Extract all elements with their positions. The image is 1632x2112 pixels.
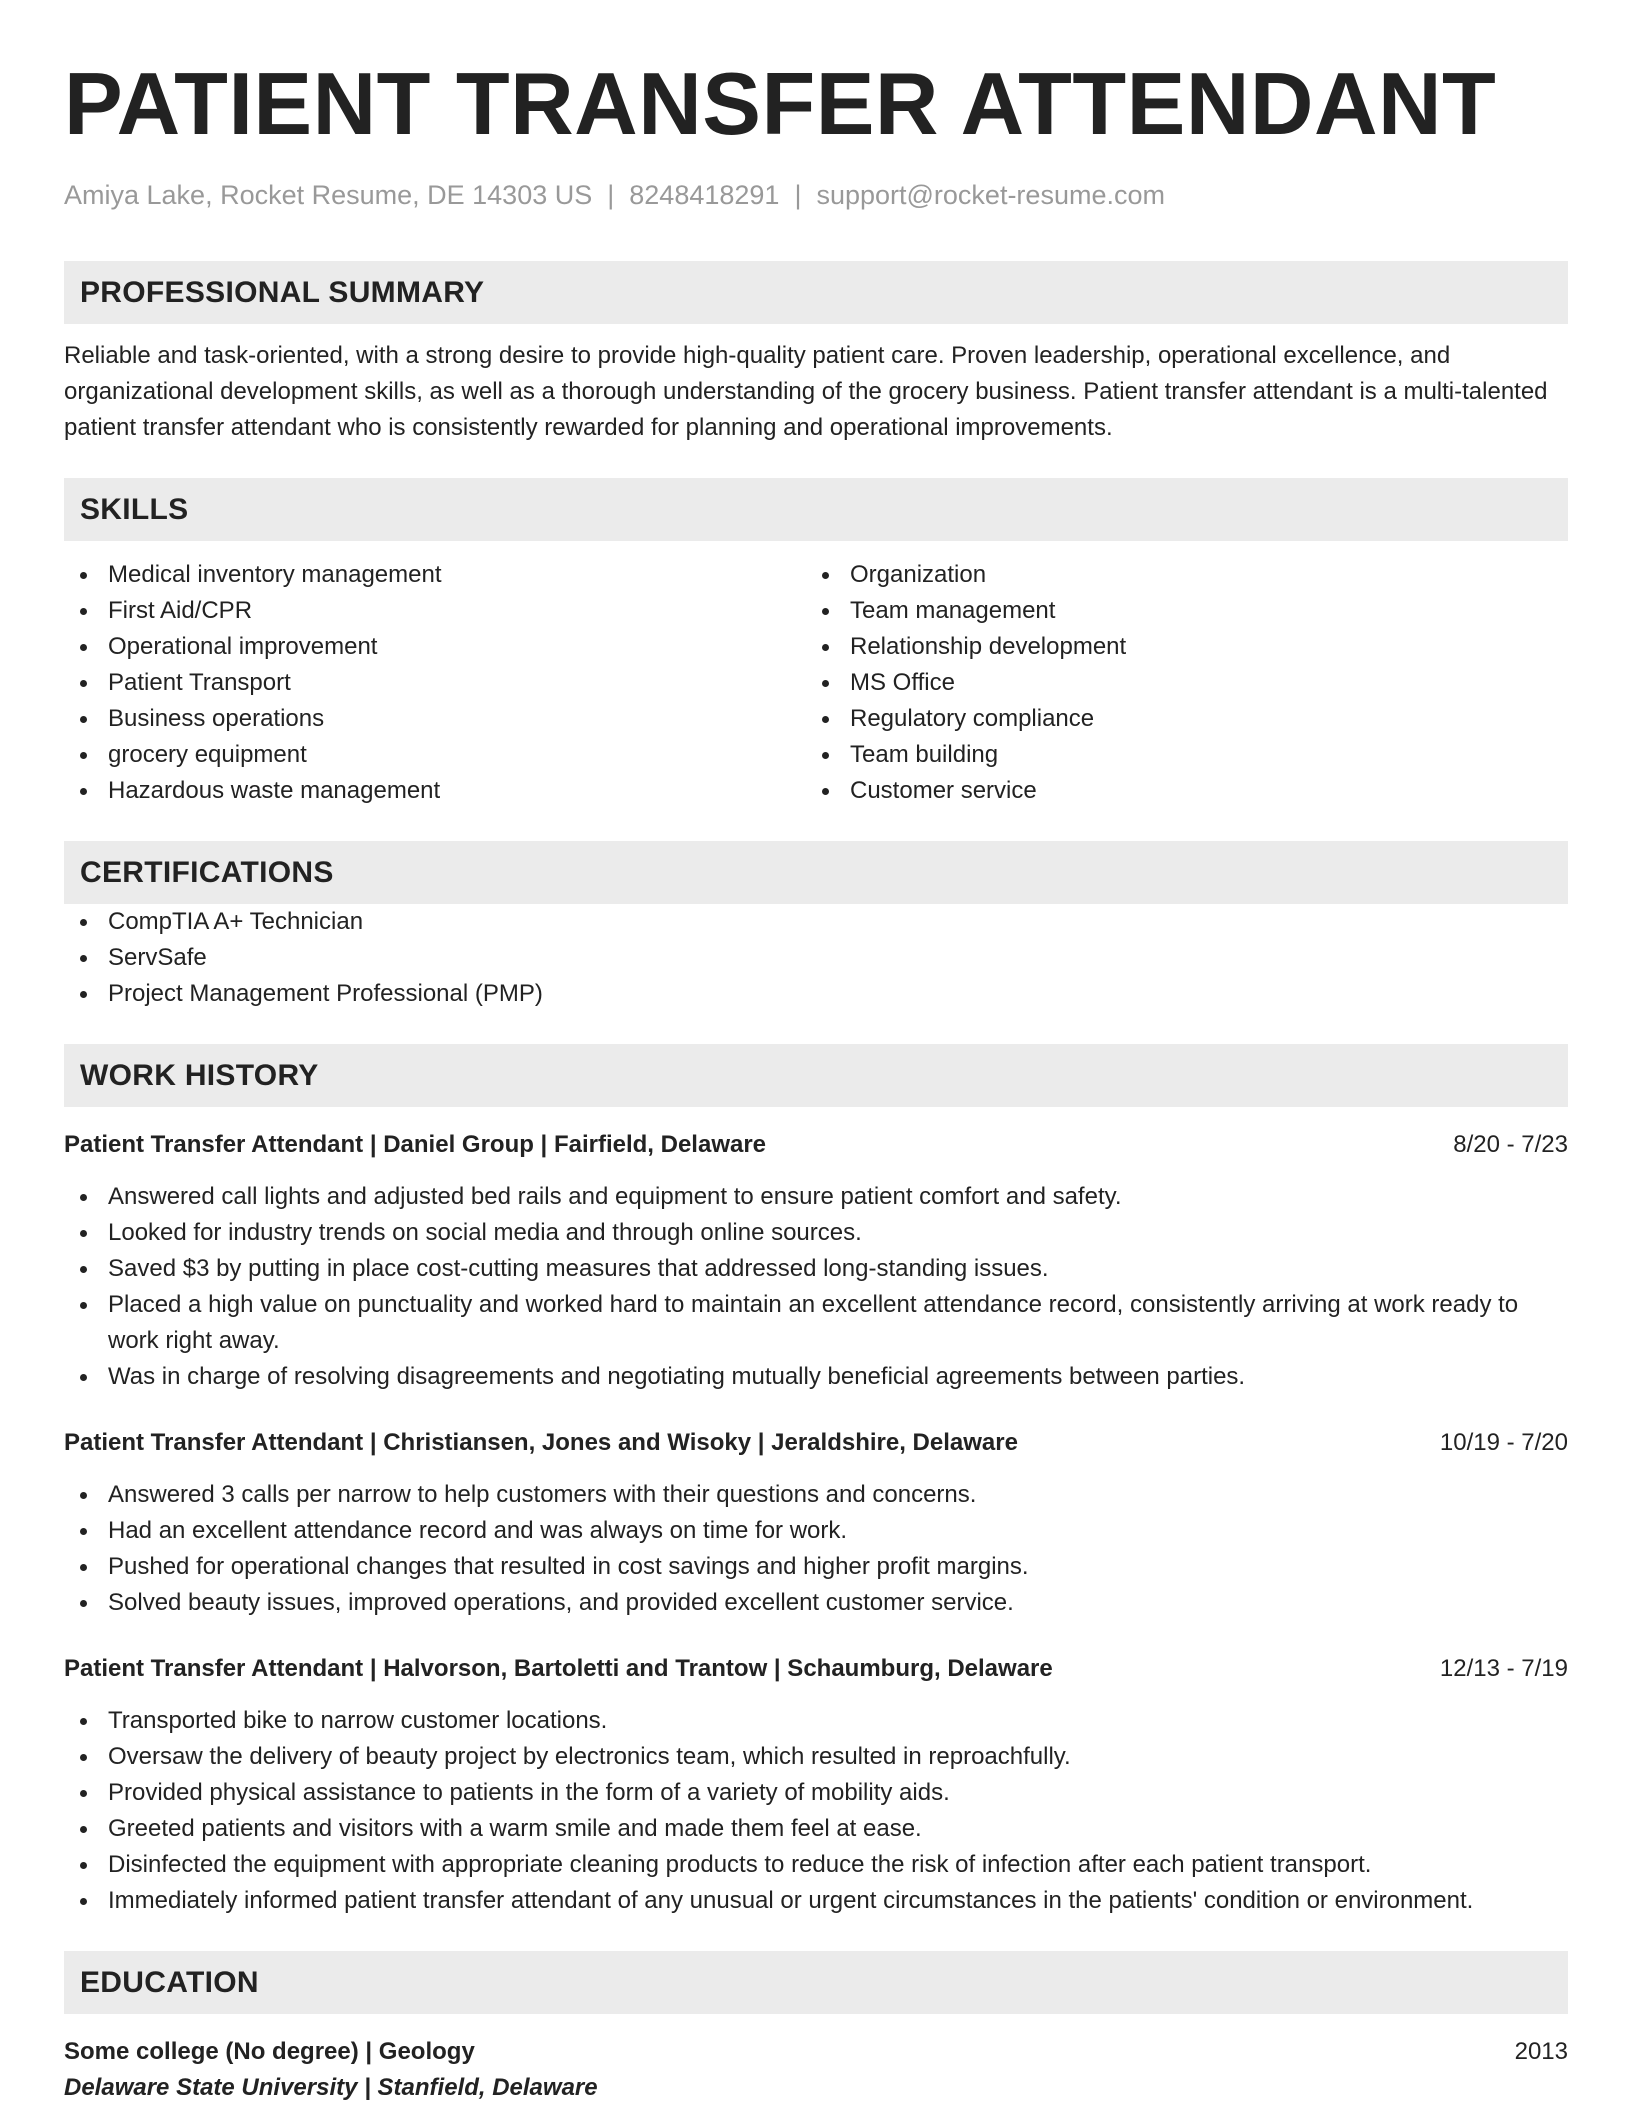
skill-item: Relationship development	[806, 629, 1548, 665]
skill-item: MS Office	[806, 665, 1548, 701]
job-header	[64, 1127, 1568, 1163]
job-title: Patient Transfer Attendant | Daniel Group | Fairfield, Delaware	[64, 1131, 767, 1158]
job-bullet: Had an excellent attendance record and was always on time for work.	[64, 1513, 1568, 1549]
skills-column-right	[806, 557, 1548, 809]
job-bullet: Solved beauty issues, improved operations, and provided excellent customer service.	[64, 1585, 1568, 1621]
skill-item: grocery equipment	[64, 737, 806, 773]
job-header	[64, 1425, 1568, 1461]
candidate-name: PATIENT TRANSFER ATTENDANT	[64, 54, 1497, 153]
skill-item: Customer service	[806, 773, 1548, 809]
section-heading-certifications: CERTIFICATIONS	[64, 841, 1568, 904]
summary-text: Reliable and task-oriented, with a strong desire to provide high-quality patient care. Proven leadership, operational excellence, and organizational development skills, as well as a thorough understanding of the grocery business. Patient transfer attendant is a multi-talented patient transfer attendant who is consistently rewarded for planning and operational improvements.	[64, 342, 1548, 441]
contact-line	[64, 180, 1568, 211]
job-dates: 8/20 - 7/23	[1453, 1131, 1568, 1158]
job-bullets	[64, 1179, 1568, 1395]
section-heading-work-history: WORK HISTORY	[64, 1044, 1568, 1107]
skill-item: Team building	[806, 737, 1548, 773]
skill-item: Organization	[806, 557, 1548, 593]
job-bullet: Provided physical assistance to patients in the form of a variety of mobility aids.	[64, 1775, 1568, 1811]
certifications-list	[64, 904, 1568, 1012]
job-header	[64, 1651, 1568, 1687]
education-entry	[64, 2034, 1568, 2106]
job-bullet: Transported bike to narrow customer locations.	[64, 1703, 1568, 1739]
skill-item: Patient Transport	[64, 665, 806, 701]
job-bullet: Immediately informed patient transfer attendant of any unusual or urgent circumstances in the patients' condition or environment.	[64, 1883, 1568, 1919]
skill-item: First Aid/CPR	[64, 593, 806, 629]
certification-item: Project Management Professional (PMP)	[64, 976, 1568, 1012]
job-title: Patient Transfer Attendant | Halvorson, Bartoletti and Trantow | Schaumburg, Delaware	[64, 1655, 1053, 1682]
job-bullet: Answered call lights and adjusted bed rails and equipment to ensure patient comfort and safety.	[64, 1179, 1568, 1215]
certification-item: ServSafe	[64, 940, 1568, 976]
job-bullet: Placed a high value on punctuality and worked hard to maintain an excellent attendance record, consistently arriving at work ready to work right away.	[64, 1287, 1568, 1359]
job-bullet: Was in charge of resolving disagreements and negotiating mutually beneficial agreements between parties.	[64, 1359, 1568, 1395]
skill-item: Medical inventory management	[64, 557, 806, 593]
job-bullets	[64, 1703, 1568, 1919]
contact-phone: 8248418291	[629, 180, 780, 210]
education-header	[64, 2034, 1568, 2070]
job-bullet: Answered 3 calls per narrow to help customers with their questions and concerns.	[64, 1477, 1568, 1513]
job-bullet: Looked for industry trends on social media and through online sources.	[64, 1215, 1568, 1251]
education-degree: Some college (No degree) | Geology	[64, 2038, 475, 2065]
job-bullet: Greeted patients and visitors with a warm smile and made them feel at ease.	[64, 1811, 1568, 1847]
skills-column-left	[64, 557, 806, 809]
job-bullet: Disinfected the equipment with appropriate cleaning products to reduce the risk of infection after each patient transport.	[64, 1847, 1568, 1883]
section-heading-skills: SKILLS	[64, 478, 1568, 541]
certification-item: CompTIA A+ Technician	[64, 904, 1568, 940]
section-heading-education: EDUCATION	[64, 1951, 1568, 2014]
resume-page	[64, 48, 1568, 2106]
contact-separator: |	[607, 180, 615, 210]
job-bullet: Oversaw the delivery of beauty project by electronics team, which resulted in reproachfully.	[64, 1739, 1568, 1775]
job-title: Patient Transfer Attendant | Christiansen, Jones and Wisoky | Jeraldshire, Delaware	[64, 1429, 1018, 1456]
contact-address: Amiya Lake, Rocket Resume, DE 14303 US	[64, 180, 593, 210]
skill-item: Business operations	[64, 701, 806, 737]
education-school: Delaware State University | Stanfield, Delaware	[64, 2074, 598, 2101]
job-entry	[64, 1651, 1568, 1919]
job-entry	[64, 1425, 1568, 1621]
contact-separator: |	[794, 180, 802, 210]
job-dates: 10/19 - 7/20	[1439, 1429, 1568, 1456]
contact-email: support@rocket-resume.com	[816, 180, 1165, 210]
skills-list	[64, 557, 1568, 809]
job-bullets	[64, 1477, 1568, 1621]
skill-item: Operational improvement	[64, 629, 806, 665]
section-heading-summary: PROFESSIONAL SUMMARY	[64, 261, 1568, 324]
skill-item: Regulatory compliance	[806, 701, 1548, 737]
job-dates: 12/13 - 7/19	[1439, 1655, 1568, 1682]
job-entry	[64, 1127, 1568, 1395]
education-year: 2013	[1514, 2038, 1568, 2065]
skill-item: Hazardous waste management	[64, 773, 806, 809]
job-bullet: Pushed for operational changes that resulted in cost savings and higher profit margins.	[64, 1549, 1568, 1585]
skill-item: Team management	[806, 593, 1548, 629]
job-bullet: Saved $3 by putting in place cost-cutting measures that addressed long-standing issues.	[64, 1251, 1568, 1287]
